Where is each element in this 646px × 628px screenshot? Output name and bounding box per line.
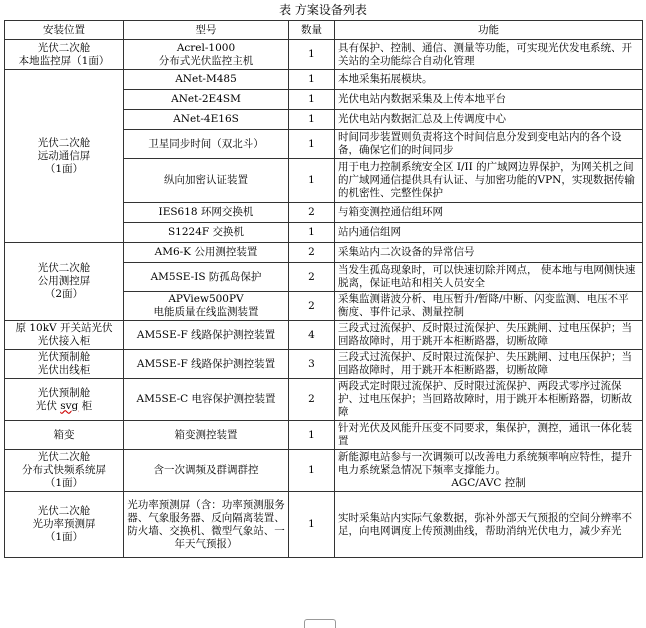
cell-model: AM5SE-C 电容保护测控装置	[124, 379, 289, 421]
cell-model: AM6-K 公用测控装置	[124, 243, 289, 263]
cell-model: ANet-M485	[124, 70, 289, 90]
cell-qty: 2	[289, 203, 335, 223]
cell-model: 含一次调频及群调群控	[124, 450, 289, 492]
cell-model: AM5SE-IS 防孤岛保护	[124, 263, 289, 292]
table-row	[5, 421, 643, 450]
cell-qty: 2	[289, 292, 335, 321]
cell-qty: 2	[289, 243, 335, 263]
cell-location: 光伏二次舱 光功率预测屏 （1面）	[5, 492, 124, 558]
cell-qty: 2	[289, 379, 335, 421]
cell-function: 针对光伏及风能升压变不同要求，集保护，测控，通讯一体化装置	[335, 421, 643, 450]
table-row	[5, 350, 643, 379]
table-row	[5, 492, 643, 558]
cell-function: 具有保护、控制、通信、测量等功能，可实现光伏发电系统、开关站的全功能综合自动化管理	[335, 40, 643, 70]
cell-qty: 1	[289, 70, 335, 90]
cell-model: 卫星同步时间（双北斗）	[124, 130, 289, 159]
cell-function: 光伏电站内数据汇总及上传调度中心	[335, 110, 643, 130]
cell-function: 新能源电站参与一次调频可以改善电力系统频率响应特性，提升电力系统紧急情况下频率支撑能力。 AGC/AVC 控制	[335, 450, 643, 492]
cell-function: 用于电力控制系统安全区 I/II 的广域网边界保护，为网关机之间的广域网通信提供具有认证、与加密功能的VPN，实现数据传输的机密性、完整性保护	[335, 159, 643, 203]
cell-qty: 1	[289, 159, 335, 203]
table-row	[5, 243, 643, 263]
cell-qty: 1	[289, 450, 335, 492]
page-marker	[304, 619, 336, 628]
table-header-row	[5, 21, 643, 40]
cell-model: S1224F 交换机	[124, 223, 289, 243]
cell-qty: 2	[289, 263, 335, 292]
cell-model: 纵向加密认证装置	[124, 159, 289, 203]
table-row	[5, 40, 643, 70]
cell-model: AM5SE-F 线路保护测控装置	[124, 321, 289, 350]
header-qty: 数量	[289, 21, 335, 40]
cell-function: 两段式定时限过流保护、反时限过流保护、两段式零序过流保护、过电压保护；当回路故障时，用于跳开本柜断路器，切断故障	[335, 379, 643, 421]
header-model: 型号	[124, 21, 289, 40]
cell-model: APView500PV 电能质量在线监测装置	[124, 292, 289, 321]
cell-function: 本地采集拓展模块。	[335, 70, 643, 90]
cell-qty: 1	[289, 492, 335, 558]
cell-qty: 1	[289, 90, 335, 110]
cell-model: 箱变测控装置	[124, 421, 289, 450]
table-caption: 表 方案设备列表	[279, 3, 367, 17]
cell-function: 站内通信组网	[335, 223, 643, 243]
cell-function: 与箱变测控通信组环网	[335, 203, 643, 223]
equipment-table	[4, 20, 643, 558]
cell-qty: 1	[289, 421, 335, 450]
cell-function: 三段式过流保护、反时限过流保护、失压跳闸、过电压保护；当回路故障时，用于跳开本柜断路器，切断故障	[335, 350, 643, 379]
cell-location: 光伏预制舱 光伏 svg 柜	[5, 379, 124, 421]
cell-function: 采集监测谐波分析、电压暂升/暂降/中断、闪变监测、电压不平衡度、事件记录、测量控制	[335, 292, 643, 321]
header-location: 安装位置	[5, 21, 124, 40]
cell-location: 光伏二次舱 远动通信屏 （1面）	[5, 70, 124, 243]
cell-function: 当发生孤岛现象时，可以快速切除并网点， 使本地与电网侧快速脱离，保证电站和相关人员安全	[335, 263, 643, 292]
cell-location: 光伏二次舱 分布式快频系统屏 （1面）	[5, 450, 124, 492]
cell-qty: 1	[289, 130, 335, 159]
cell-model: AM5SE-F 线路保护测控装置	[124, 350, 289, 379]
cell-location: 光伏二次舱 本地监控屏（1面）	[5, 40, 124, 70]
cell-location: 箱变	[5, 421, 124, 450]
cell-model: IES618 环网交换机	[124, 203, 289, 223]
cell-function: 实时采集站内实际气象数据，弥补外部天气预报的空间分辨率不足，向电网调度上传预测曲线，帮助消纳光伏电力，减少弃光	[335, 492, 643, 558]
cell-model: 光功率预测屏（含：功率预测服务器、气象服务器、反向隔离装置、防火墙、交换机、微型气象站、一年天气预报）	[124, 492, 289, 558]
cell-qty: 4	[289, 321, 335, 350]
cell-model: Acrel-1000 分布式光伏监控主机	[124, 40, 289, 70]
cell-function: 三段式过流保护、反时限过流保护、失压跳闸、过电压保护；当回路故障时，用于跳开本柜断路器，切断故障	[335, 321, 643, 350]
cell-location: 原 10kV 开关站光伏 光伏接入柜	[5, 321, 124, 350]
table-row	[5, 379, 643, 421]
cell-function: 时间同步装置则负责将这个时间信息分发到变电站内的各个设备，确保它们的时间同步	[335, 130, 643, 159]
cell-qty: 1	[289, 223, 335, 243]
table-row	[5, 321, 643, 350]
cell-qty: 1	[289, 40, 335, 70]
cell-model: ANet-2E4SM	[124, 90, 289, 110]
cell-location: 光伏预制舱 光伏出线柜	[5, 350, 124, 379]
header-function: 功能	[335, 21, 643, 40]
table-row	[5, 70, 643, 90]
cell-model: ANet-4E16S	[124, 110, 289, 130]
cell-qty: 1	[289, 110, 335, 130]
cell-location: 光伏二次舱 公用测控屏 （2面）	[5, 243, 124, 321]
cell-function: 采集站内二次设备的异常信号	[335, 243, 643, 263]
table-row	[5, 450, 643, 492]
cell-qty: 3	[289, 350, 335, 379]
cell-function: 光伏电站内数据采集及上传本地平台	[335, 90, 643, 110]
